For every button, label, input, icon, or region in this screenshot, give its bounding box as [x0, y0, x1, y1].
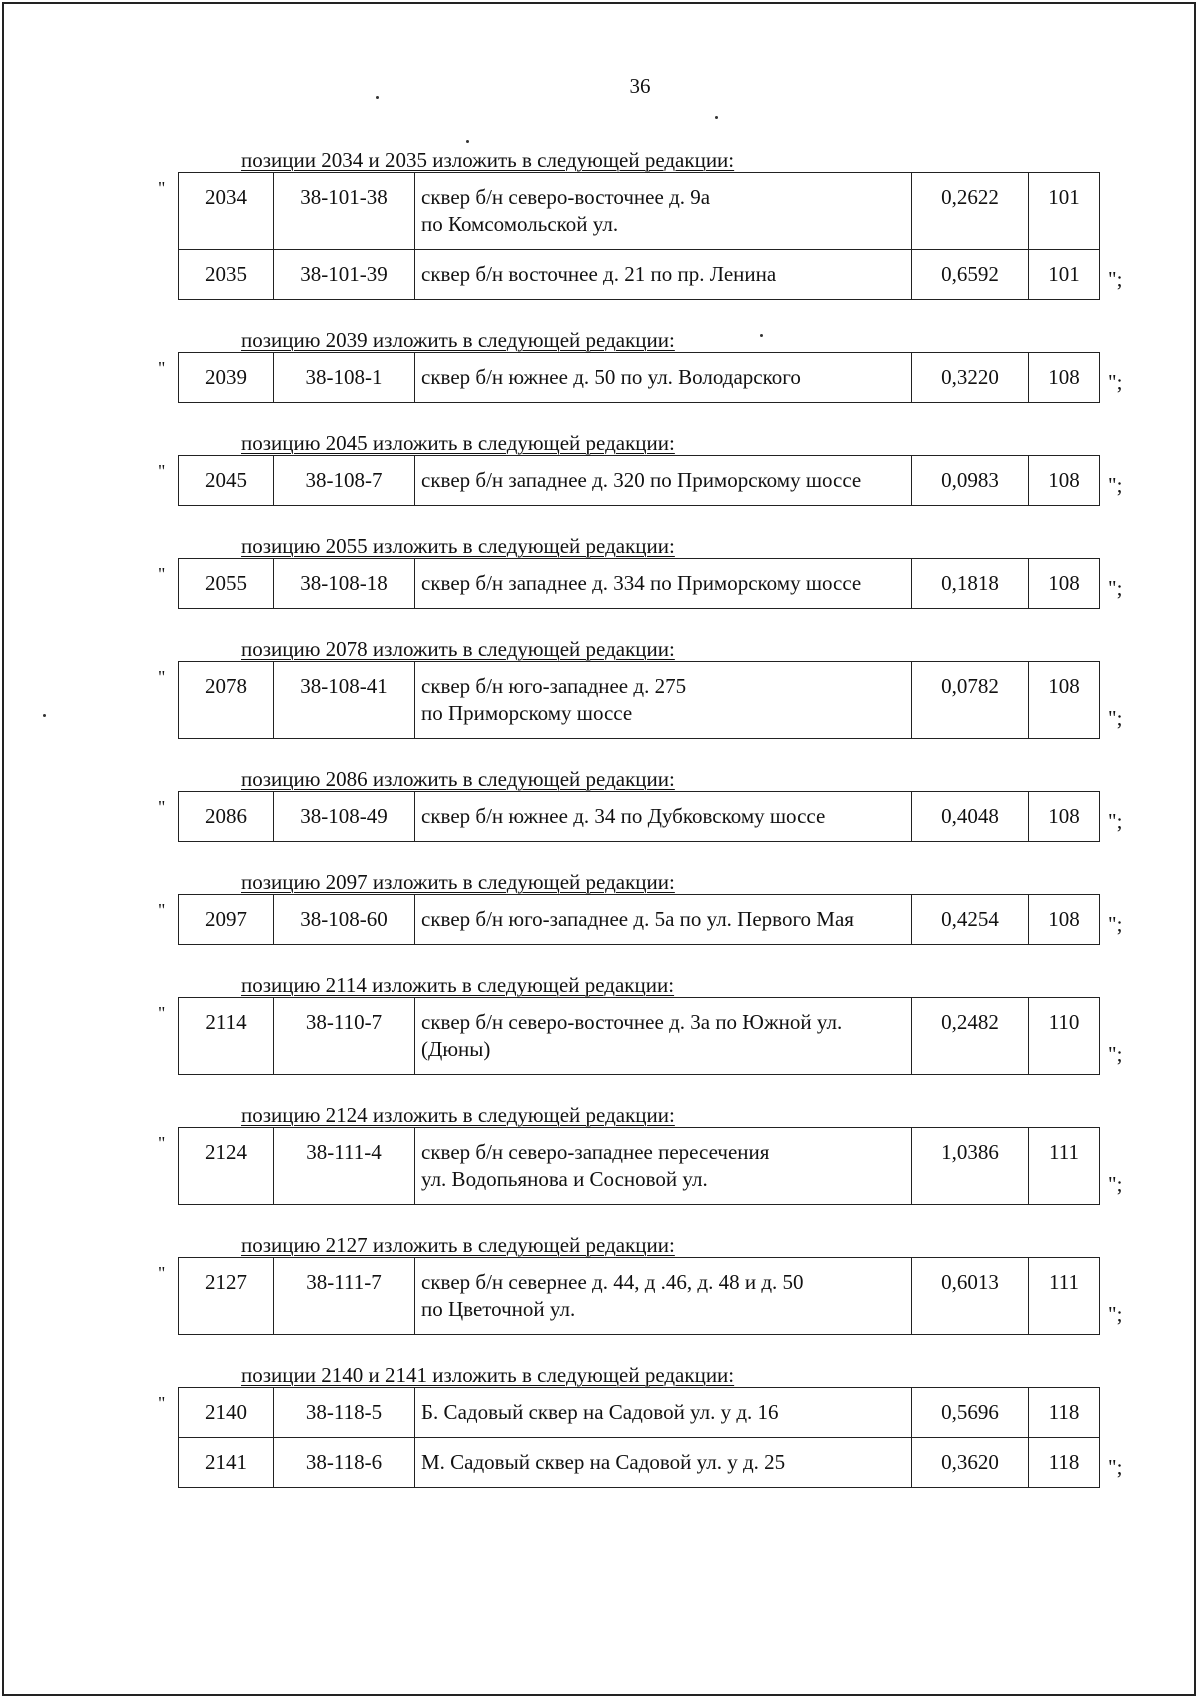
- description-line: сквер б/н восточнее д. 21 по пр. Ленина: [421, 262, 777, 286]
- close-quote-mark: ";: [1108, 473, 1123, 497]
- table-row: [179, 1438, 1100, 1488]
- object-code-cell: 38-108-60: [274, 895, 415, 945]
- register-table: [178, 997, 1100, 1075]
- object-code-cell: 38-111-4: [274, 1128, 415, 1205]
- zone-cell: 108: [1029, 456, 1100, 506]
- object-code-cell: 38-108-41: [274, 662, 415, 739]
- open-quote-mark: ": [158, 1393, 166, 1413]
- scan-speck: [715, 116, 718, 119]
- table-row: [179, 250, 1100, 300]
- description-cell: [415, 792, 912, 842]
- description-cell: [415, 559, 912, 609]
- table-wrap: [158, 1127, 1123, 1205]
- zone-cell: 108: [1029, 662, 1100, 739]
- description-cell: [415, 250, 912, 300]
- description-line: сквер б/н северо-восточнее д. 3а по Южной ул.: [421, 1010, 843, 1034]
- open-quote-mark: ": [158, 900, 166, 920]
- position-number-cell: 2078: [179, 662, 274, 739]
- description-line: М. Садовый сквер на Садовой ул. у д. 25: [421, 1450, 786, 1474]
- table-row: [179, 173, 1100, 250]
- close-quote-mark: ";: [1108, 1042, 1123, 1066]
- register-table: [178, 558, 1100, 609]
- object-code-cell: 38-110-7: [274, 998, 415, 1075]
- table-row: [179, 559, 1100, 609]
- register-table: [178, 455, 1100, 506]
- table-wrap: [158, 455, 1123, 506]
- open-quote-mark: ": [158, 564, 166, 584]
- scan-speck: [466, 140, 469, 143]
- section-heading: позиции 2034 и 2035 изложить в следующей редакции:: [241, 148, 735, 172]
- description-line: сквер б/н юго-западнее д. 5а по ул. Первого Мая: [421, 907, 854, 931]
- position-number-cell: 2045: [179, 456, 274, 506]
- description-cell: [415, 1388, 912, 1438]
- object-code-cell: 38-108-1: [274, 353, 415, 403]
- position-number-cell: 2127: [179, 1258, 274, 1335]
- object-code-cell: 38-108-49: [274, 792, 415, 842]
- description-cell: [415, 1128, 912, 1205]
- description-cell: [415, 1258, 912, 1335]
- area-cell: 0,6592: [912, 250, 1029, 300]
- close-quote-mark: ";: [1108, 1302, 1123, 1326]
- zone-cell: 101: [1029, 250, 1100, 300]
- register-table: [178, 791, 1100, 842]
- position-number-cell: 2124: [179, 1128, 274, 1205]
- close-quote-mark: ";: [1108, 267, 1123, 291]
- zone-cell: 108: [1029, 559, 1100, 609]
- object-code-cell: 38-118-6: [274, 1438, 415, 1488]
- description-line: по Приморскому шоссе: [421, 701, 633, 725]
- description-line: ул. Водопьянова и Сосновой ул.: [421, 1167, 708, 1191]
- description-cell: [415, 173, 912, 250]
- area-cell: 0,1818: [912, 559, 1029, 609]
- position-number-cell: 2097: [179, 895, 274, 945]
- table-wrap: [158, 1387, 1123, 1488]
- section-heading: позицию 2055 изложить в следующей редакции:: [241, 534, 675, 558]
- register-table: [178, 352, 1100, 403]
- open-quote-mark: ": [158, 178, 166, 198]
- open-quote-mark: ": [158, 1003, 166, 1023]
- position-number-cell: 2086: [179, 792, 274, 842]
- description-cell: [415, 1438, 912, 1488]
- table-wrap: [158, 1257, 1123, 1335]
- description-line: сквер б/н южнее д. 34 по Дубковскому шоссе: [421, 804, 826, 828]
- area-cell: 0,4048: [912, 792, 1029, 842]
- amendment-section: [0, 870, 1200, 945]
- section-heading: позицию 2097 изложить в следующей редакции:: [241, 870, 675, 894]
- open-quote-mark: ": [158, 1133, 166, 1153]
- object-code-cell: 38-108-7: [274, 456, 415, 506]
- zone-cell: 108: [1029, 353, 1100, 403]
- table-wrap: [158, 997, 1123, 1075]
- amendment-section: [0, 973, 1200, 1075]
- description-cell: [415, 456, 912, 506]
- zone-cell: 101: [1029, 173, 1100, 250]
- table-row: [179, 456, 1100, 506]
- position-number-cell: 2055: [179, 559, 274, 609]
- open-quote-mark: ": [158, 667, 166, 687]
- section-heading: позицию 2045 изложить в следующей редакции:: [241, 431, 675, 455]
- position-number-cell: 2034: [179, 173, 274, 250]
- table-wrap: [158, 894, 1123, 945]
- object-code-cell: 38-101-38: [274, 173, 415, 250]
- position-number-cell: 2039: [179, 353, 274, 403]
- description-line: по Комсомольской ул.: [421, 212, 619, 236]
- object-code-cell: 38-101-39: [274, 250, 415, 300]
- register-table: [178, 1387, 1100, 1488]
- position-number-cell: 2035: [179, 250, 274, 300]
- object-code-cell: 38-111-7: [274, 1258, 415, 1335]
- table-row: [179, 1128, 1100, 1205]
- table-row: [179, 353, 1100, 403]
- scan-speck: [376, 96, 379, 99]
- close-quote-mark: ";: [1108, 809, 1123, 833]
- area-cell: 0,2482: [912, 998, 1029, 1075]
- amendment-section: [0, 328, 1200, 403]
- close-quote-mark: ";: [1108, 1172, 1123, 1196]
- register-table: [178, 1127, 1100, 1205]
- zone-cell: 108: [1029, 895, 1100, 945]
- section-heading: позицию 2086 изложить в следующей редакции:: [241, 767, 675, 791]
- amendment-section: [0, 1363, 1200, 1488]
- register-table: [178, 172, 1100, 300]
- table-row: [179, 662, 1100, 739]
- section-heading: позицию 2078 изложить в следующей редакции:: [241, 637, 675, 661]
- table-wrap: [158, 661, 1123, 739]
- object-code-cell: 38-108-18: [274, 559, 415, 609]
- close-quote-mark: ";: [1108, 912, 1123, 936]
- open-quote-mark: ": [158, 797, 166, 817]
- table-row: [179, 1258, 1100, 1335]
- zone-cell: 108: [1029, 792, 1100, 842]
- zone-cell: 110: [1029, 998, 1100, 1075]
- amendment-section: [0, 637, 1200, 739]
- close-quote-mark: ";: [1108, 576, 1123, 600]
- object-code-cell: 38-118-5: [274, 1388, 415, 1438]
- amendment-section: [0, 431, 1200, 506]
- area-cell: 0,0983: [912, 456, 1029, 506]
- close-quote-mark: ";: [1108, 1455, 1123, 1479]
- area-cell: 0,3620: [912, 1438, 1029, 1488]
- register-table: [178, 894, 1100, 945]
- amendment-section: [0, 767, 1200, 842]
- description-line: сквер б/н западнее д. 334 по Приморскому шоссе: [421, 571, 862, 595]
- zone-cell: 111: [1029, 1258, 1100, 1335]
- position-number-cell: 2140: [179, 1388, 274, 1438]
- position-number-cell: 2114: [179, 998, 274, 1075]
- register-table: [178, 1257, 1100, 1335]
- description-cell: [415, 353, 912, 403]
- description-line: сквер б/н северо-западнее пересечения: [421, 1140, 770, 1164]
- area-cell: 0,2622: [912, 173, 1029, 250]
- amendment-section: [0, 1103, 1200, 1205]
- table-row: [179, 895, 1100, 945]
- open-quote-mark: ": [158, 1263, 166, 1283]
- area-cell: 0,5696: [912, 1388, 1029, 1438]
- zone-cell: 111: [1029, 1128, 1100, 1205]
- table-wrap: [158, 172, 1123, 300]
- amendment-section: [0, 148, 1200, 300]
- section-heading: позицию 2039 изложить в следующей редакции:: [241, 328, 675, 352]
- table-wrap: [158, 791, 1123, 842]
- zone-cell: 118: [1029, 1438, 1100, 1488]
- section-heading: позиции 2140 и 2141 изложить в следующей редакции:: [241, 1363, 735, 1387]
- table-wrap: [158, 558, 1123, 609]
- section-heading: позицию 2114 изложить в следующей редакции:: [241, 973, 675, 997]
- area-cell: 0,6013: [912, 1258, 1029, 1335]
- close-quote-mark: ";: [1108, 370, 1123, 394]
- table-row: [179, 998, 1100, 1075]
- register-table: [178, 661, 1100, 739]
- amendment-section: [0, 1233, 1200, 1335]
- area-cell: 0,3220: [912, 353, 1029, 403]
- open-quote-mark: ": [158, 461, 166, 481]
- description-line: сквер б/н южнее д. 50 по ул. Володарского: [421, 365, 801, 389]
- open-quote-mark: ": [158, 358, 166, 378]
- section-heading: позицию 2127 изложить в следующей редакции:: [241, 1233, 675, 1257]
- section-heading: позицию 2124 изложить в следующей редакции:: [241, 1103, 675, 1127]
- amendment-section: [0, 534, 1200, 609]
- table-row: [179, 1388, 1100, 1438]
- area-cell: 1,0386: [912, 1128, 1029, 1205]
- area-cell: 0,0782: [912, 662, 1029, 739]
- amendments-list: [0, 148, 1200, 1516]
- description-line: сквер б/н севернее д. 44, д .46, д. 48 и д. 50: [421, 1270, 804, 1294]
- table-row: [179, 792, 1100, 842]
- close-quote-mark: ";: [1108, 706, 1123, 730]
- area-cell: 0,4254: [912, 895, 1029, 945]
- table-wrap: [158, 352, 1123, 403]
- description-line: сквер б/н западнее д. 320 по Приморскому шоссе: [421, 468, 862, 492]
- description-line: сквер б/н северо-восточнее д. 9а: [421, 185, 711, 209]
- position-number-cell: 2141: [179, 1438, 274, 1488]
- description-cell: [415, 998, 912, 1075]
- description-cell: [415, 662, 912, 739]
- description-line: по Цветочной ул.: [421, 1297, 576, 1321]
- description-line: (Дюны): [421, 1037, 491, 1061]
- page-number: 36: [629, 74, 651, 98]
- description-cell: [415, 895, 912, 945]
- description-line: сквер б/н юго-западнее д. 275: [421, 674, 687, 698]
- zone-cell: 118: [1029, 1388, 1100, 1438]
- description-line: Б. Садовый сквер на Садовой ул. у д. 16: [421, 1400, 779, 1424]
